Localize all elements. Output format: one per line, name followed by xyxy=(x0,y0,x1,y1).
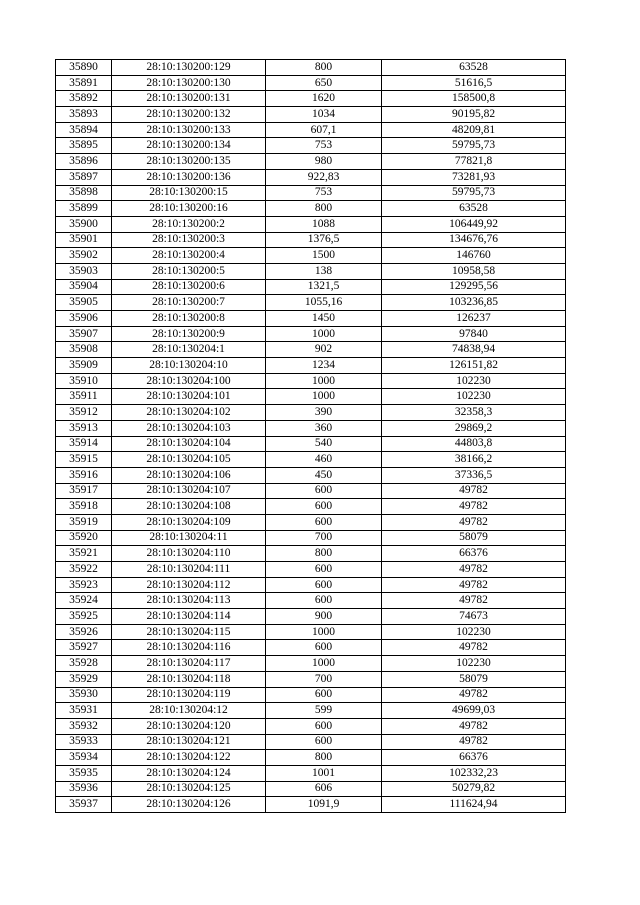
row-number-cell: 35909 xyxy=(56,358,112,374)
row-number-cell: 35917 xyxy=(56,483,112,499)
cadastral-value-cell: 49699,03 xyxy=(382,703,566,719)
area-cell: 800 xyxy=(266,201,382,217)
row-number-cell: 35922 xyxy=(56,562,112,578)
cadastral-number-cell: 28:10:130204:126 xyxy=(112,797,266,813)
area-cell: 800 xyxy=(266,546,382,562)
cadastral-value-cell: 73281,93 xyxy=(382,169,566,185)
cadastral-value-cell: 129295,56 xyxy=(382,279,566,295)
table-row xyxy=(56,169,566,185)
cadastral-number-cell: 28:10:130204:125 xyxy=(112,781,266,797)
area-cell: 800 xyxy=(266,60,382,76)
cadastral-value-cell: 49782 xyxy=(382,593,566,609)
area-cell: 1450 xyxy=(266,311,382,327)
row-number-cell: 35901 xyxy=(56,232,112,248)
area-cell: 1000 xyxy=(266,326,382,342)
row-number-cell: 35927 xyxy=(56,640,112,656)
area-cell: 600 xyxy=(266,734,382,750)
area-cell: 1000 xyxy=(266,656,382,672)
table-row xyxy=(56,326,566,342)
area-cell: 599 xyxy=(266,703,382,719)
row-number-cell: 35933 xyxy=(56,734,112,750)
cadastral-value-cell: 10958,58 xyxy=(382,263,566,279)
cadastral-value-cell: 51616,5 xyxy=(382,75,566,91)
area-cell: 390 xyxy=(266,405,382,421)
cadastral-number-cell: 28:10:130200:130 xyxy=(112,75,266,91)
cadastral-number-cell: 28:10:130204:106 xyxy=(112,467,266,483)
table-row xyxy=(56,656,566,672)
table-row xyxy=(56,734,566,750)
table-row xyxy=(56,248,566,264)
row-number-cell: 35914 xyxy=(56,436,112,452)
table-row xyxy=(56,797,566,813)
table-row xyxy=(56,750,566,766)
table-row xyxy=(56,138,566,154)
cadastral-number-cell: 28:10:130200:7 xyxy=(112,295,266,311)
cadastral-number-cell: 28:10:130204:117 xyxy=(112,656,266,672)
row-number-cell: 35904 xyxy=(56,279,112,295)
cadastral-number-cell: 28:10:130204:113 xyxy=(112,593,266,609)
area-cell: 540 xyxy=(266,436,382,452)
area-cell: 1001 xyxy=(266,765,382,781)
cadastral-value-cell: 102230 xyxy=(382,656,566,672)
table-row xyxy=(56,373,566,389)
area-cell: 600 xyxy=(266,514,382,530)
cadastral-value-cell: 49782 xyxy=(382,562,566,578)
row-number-cell: 35928 xyxy=(56,656,112,672)
cadastral-value-cell: 111624,94 xyxy=(382,797,566,813)
row-number-cell: 35907 xyxy=(56,326,112,342)
cadastral-value-cell: 103236,85 xyxy=(382,295,566,311)
area-cell: 600 xyxy=(266,593,382,609)
table-row xyxy=(56,687,566,703)
cadastral-value-cell: 50279,82 xyxy=(382,781,566,797)
area-cell: 753 xyxy=(266,185,382,201)
area-cell: 1034 xyxy=(266,107,382,123)
cadastral-value-cell: 97840 xyxy=(382,326,566,342)
cadastral-value-cell: 58079 xyxy=(382,530,566,546)
cadastral-value-cell: 146760 xyxy=(382,248,566,264)
cadastral-number-cell: 28:10:130204:101 xyxy=(112,389,266,405)
cadastral-value-cell: 102230 xyxy=(382,389,566,405)
row-number-cell: 35929 xyxy=(56,671,112,687)
cadastral-value-cell: 49782 xyxy=(382,718,566,734)
table-row xyxy=(56,185,566,201)
table-row xyxy=(56,263,566,279)
cadastral-number-cell: 28:10:130200:134 xyxy=(112,138,266,154)
cadastral-number-cell: 28:10:130204:111 xyxy=(112,562,266,578)
cadastral-value-cell: 49782 xyxy=(382,640,566,656)
table-row xyxy=(56,703,566,719)
cadastral-number-cell: 28:10:130200:5 xyxy=(112,263,266,279)
cadastral-value-cell: 59795,73 xyxy=(382,138,566,154)
table-body xyxy=(56,60,566,813)
table-row xyxy=(56,436,566,452)
cadastral-value-cell: 74673 xyxy=(382,609,566,625)
cadastral-number-cell: 28:10:130204:119 xyxy=(112,687,266,703)
cadastral-number-cell: 28:10:130204:107 xyxy=(112,483,266,499)
row-number-cell: 35903 xyxy=(56,263,112,279)
area-cell: 753 xyxy=(266,138,382,154)
area-cell: 1000 xyxy=(266,624,382,640)
cadastral-value-cell: 90195,82 xyxy=(382,107,566,123)
area-cell: 600 xyxy=(266,483,382,499)
row-number-cell: 35895 xyxy=(56,138,112,154)
cadastral-value-cell: 158500,8 xyxy=(382,91,566,107)
cadastral-value-cell: 126151,82 xyxy=(382,358,566,374)
area-cell: 600 xyxy=(266,718,382,734)
area-cell: 980 xyxy=(266,154,382,170)
table-row xyxy=(56,358,566,374)
cadastral-value-cell: 106449,92 xyxy=(382,216,566,232)
table-row xyxy=(56,546,566,562)
table-row xyxy=(56,718,566,734)
table-row xyxy=(56,154,566,170)
row-number-cell: 35893 xyxy=(56,107,112,123)
area-cell: 600 xyxy=(266,562,382,578)
area-cell: 1376,5 xyxy=(266,232,382,248)
area-cell: 922,83 xyxy=(266,169,382,185)
table-row xyxy=(56,232,566,248)
area-cell: 900 xyxy=(266,609,382,625)
cadastral-number-cell: 28:10:130200:6 xyxy=(112,279,266,295)
area-cell: 1055,16 xyxy=(266,295,382,311)
row-number-cell: 35912 xyxy=(56,405,112,421)
cadastral-number-cell: 28:10:130204:115 xyxy=(112,624,266,640)
row-number-cell: 35924 xyxy=(56,593,112,609)
cadastral-value-cell: 74838,94 xyxy=(382,342,566,358)
cadastral-number-cell: 28:10:130204:114 xyxy=(112,609,266,625)
cadastral-number-cell: 28:10:130204:102 xyxy=(112,405,266,421)
row-number-cell: 35915 xyxy=(56,452,112,468)
area-cell: 138 xyxy=(266,263,382,279)
table-row xyxy=(56,405,566,421)
area-cell: 650 xyxy=(266,75,382,91)
row-number-cell: 35890 xyxy=(56,60,112,76)
cadastral-number-cell: 28:10:130204:108 xyxy=(112,499,266,515)
row-number-cell: 35900 xyxy=(56,216,112,232)
table-row xyxy=(56,609,566,625)
row-number-cell: 35937 xyxy=(56,797,112,813)
table-row xyxy=(56,311,566,327)
cadastral-number-cell: 28:10:130204:116 xyxy=(112,640,266,656)
table-row xyxy=(56,467,566,483)
cadastral-value-cell: 102332,23 xyxy=(382,765,566,781)
cadastral-number-cell: 28:10:130204:124 xyxy=(112,765,266,781)
row-number-cell: 35911 xyxy=(56,389,112,405)
cadastral-number-cell: 28:10:130200:16 xyxy=(112,201,266,217)
row-number-cell: 35932 xyxy=(56,718,112,734)
row-number-cell: 35918 xyxy=(56,499,112,515)
area-cell: 460 xyxy=(266,452,382,468)
row-number-cell: 35906 xyxy=(56,311,112,327)
table-row xyxy=(56,60,566,76)
row-number-cell: 35891 xyxy=(56,75,112,91)
row-number-cell: 35931 xyxy=(56,703,112,719)
table-row xyxy=(56,624,566,640)
area-cell: 607,1 xyxy=(266,122,382,138)
cadastral-number-cell: 28:10:130200:15 xyxy=(112,185,266,201)
row-number-cell: 35936 xyxy=(56,781,112,797)
row-number-cell: 35896 xyxy=(56,154,112,170)
area-cell: 1000 xyxy=(266,373,382,389)
row-number-cell: 35898 xyxy=(56,185,112,201)
table-row xyxy=(56,75,566,91)
table-row xyxy=(56,577,566,593)
row-number-cell: 35935 xyxy=(56,765,112,781)
area-cell: 1088 xyxy=(266,216,382,232)
table-row xyxy=(56,201,566,217)
table-row xyxy=(56,122,566,138)
area-cell: 600 xyxy=(266,499,382,515)
cadastral-value-cell: 59795,73 xyxy=(382,185,566,201)
table-row xyxy=(56,640,566,656)
cadastral-value-cell: 49782 xyxy=(382,577,566,593)
cadastral-value-cell: 58079 xyxy=(382,671,566,687)
cadastral-number-cell: 28:10:130204:112 xyxy=(112,577,266,593)
row-number-cell: 35930 xyxy=(56,687,112,703)
area-cell: 902 xyxy=(266,342,382,358)
table-row xyxy=(56,389,566,405)
cadastral-number-cell: 28:10:130204:1 xyxy=(112,342,266,358)
cadastral-value-cell: 48209,81 xyxy=(382,122,566,138)
cadastral-number-cell: 28:10:130200:9 xyxy=(112,326,266,342)
cadastral-number-cell: 28:10:130200:8 xyxy=(112,311,266,327)
table-row xyxy=(56,216,566,232)
cadastral-number-cell: 28:10:130200:129 xyxy=(112,60,266,76)
table-row xyxy=(56,593,566,609)
cadastral-number-cell: 28:10:130204:10 xyxy=(112,358,266,374)
row-number-cell: 35934 xyxy=(56,750,112,766)
cadastral-value-cell: 49782 xyxy=(382,734,566,750)
cadastral-number-cell: 28:10:130204:118 xyxy=(112,671,266,687)
table-row xyxy=(56,483,566,499)
cadastral-value-cell: 49782 xyxy=(382,687,566,703)
cadastral-number-cell: 28:10:130200:135 xyxy=(112,154,266,170)
cadastral-number-cell: 28:10:130200:132 xyxy=(112,107,266,123)
area-cell: 1321,5 xyxy=(266,279,382,295)
cadastral-value-cell: 38166,2 xyxy=(382,452,566,468)
cadastral-number-cell: 28:10:130204:105 xyxy=(112,452,266,468)
table-row xyxy=(56,342,566,358)
row-number-cell: 35910 xyxy=(56,373,112,389)
table-row xyxy=(56,452,566,468)
table-row xyxy=(56,295,566,311)
cadastral-value-cell: 134676,76 xyxy=(382,232,566,248)
cadastral-number-cell: 28:10:130204:122 xyxy=(112,750,266,766)
row-number-cell: 35894 xyxy=(56,122,112,138)
row-number-cell: 35919 xyxy=(56,514,112,530)
cadastral-number-cell: 28:10:130204:100 xyxy=(112,373,266,389)
area-cell: 360 xyxy=(266,420,382,436)
cadastral-value-cell: 37336,5 xyxy=(382,467,566,483)
cadastral-number-cell: 28:10:130204:120 xyxy=(112,718,266,734)
cadastral-value-cell: 63528 xyxy=(382,60,566,76)
area-cell: 800 xyxy=(266,750,382,766)
cadastral-value-cell: 63528 xyxy=(382,201,566,217)
row-number-cell: 35921 xyxy=(56,546,112,562)
cadastral-value-cell: 66376 xyxy=(382,750,566,766)
area-cell: 700 xyxy=(266,671,382,687)
cadastral-value-cell: 49782 xyxy=(382,499,566,515)
cadastral-number-cell: 28:10:130204:110 xyxy=(112,546,266,562)
table-row xyxy=(56,91,566,107)
cadastral-value-cell: 102230 xyxy=(382,373,566,389)
table-row xyxy=(56,530,566,546)
cadastral-number-cell: 28:10:130204:109 xyxy=(112,514,266,530)
table-row xyxy=(56,107,566,123)
area-cell: 700 xyxy=(266,530,382,546)
row-number-cell: 35923 xyxy=(56,577,112,593)
area-cell: 600 xyxy=(266,640,382,656)
cadastral-number-cell: 28:10:130204:103 xyxy=(112,420,266,436)
area-cell: 1234 xyxy=(266,358,382,374)
table-row xyxy=(56,420,566,436)
cadastral-number-cell: 28:10:130200:136 xyxy=(112,169,266,185)
cadastral-value-cell: 29869,2 xyxy=(382,420,566,436)
cadastral-number-cell: 28:10:130200:4 xyxy=(112,248,266,264)
row-number-cell: 35899 xyxy=(56,201,112,217)
cadastral-number-cell: 28:10:130200:2 xyxy=(112,216,266,232)
row-number-cell: 35916 xyxy=(56,467,112,483)
row-number-cell: 35913 xyxy=(56,420,112,436)
table-row xyxy=(56,279,566,295)
cadastral-value-cell: 102230 xyxy=(382,624,566,640)
row-number-cell: 35902 xyxy=(56,248,112,264)
cadastral-number-cell: 28:10:130200:133 xyxy=(112,122,266,138)
area-cell: 600 xyxy=(266,687,382,703)
table-row xyxy=(56,781,566,797)
row-number-cell: 35926 xyxy=(56,624,112,640)
cadastral-number-cell: 28:10:130200:131 xyxy=(112,91,266,107)
cadastral-number-cell: 28:10:130204:121 xyxy=(112,734,266,750)
area-cell: 1000 xyxy=(266,389,382,405)
area-cell: 606 xyxy=(266,781,382,797)
area-cell: 1091,9 xyxy=(266,797,382,813)
area-cell: 1500 xyxy=(266,248,382,264)
cadastral-number-cell: 28:10:130204:104 xyxy=(112,436,266,452)
row-number-cell: 35920 xyxy=(56,530,112,546)
cadastral-value-cell: 66376 xyxy=(382,546,566,562)
cadastral-value-cell: 44803,8 xyxy=(382,436,566,452)
cadastral-value-cell: 32358,3 xyxy=(382,405,566,421)
cadastral-number-cell: 28:10:130204:12 xyxy=(112,703,266,719)
row-number-cell: 35925 xyxy=(56,609,112,625)
cadastral-value-table xyxy=(55,59,566,813)
cadastral-number-cell: 28:10:130200:3 xyxy=(112,232,266,248)
cadastral-value-cell: 49782 xyxy=(382,483,566,499)
area-cell: 600 xyxy=(266,577,382,593)
table-row xyxy=(56,499,566,515)
row-number-cell: 35892 xyxy=(56,91,112,107)
cadastral-value-cell: 77821,8 xyxy=(382,154,566,170)
table-row xyxy=(56,514,566,530)
table-row xyxy=(56,765,566,781)
cadastral-number-cell: 28:10:130204:11 xyxy=(112,530,266,546)
area-cell: 1620 xyxy=(266,91,382,107)
cadastral-value-cell: 49782 xyxy=(382,514,566,530)
cadastral-value-cell: 126237 xyxy=(382,311,566,327)
table-row xyxy=(56,671,566,687)
area-cell: 450 xyxy=(266,467,382,483)
row-number-cell: 35897 xyxy=(56,169,112,185)
table-row xyxy=(56,562,566,578)
row-number-cell: 35905 xyxy=(56,295,112,311)
row-number-cell: 35908 xyxy=(56,342,112,358)
